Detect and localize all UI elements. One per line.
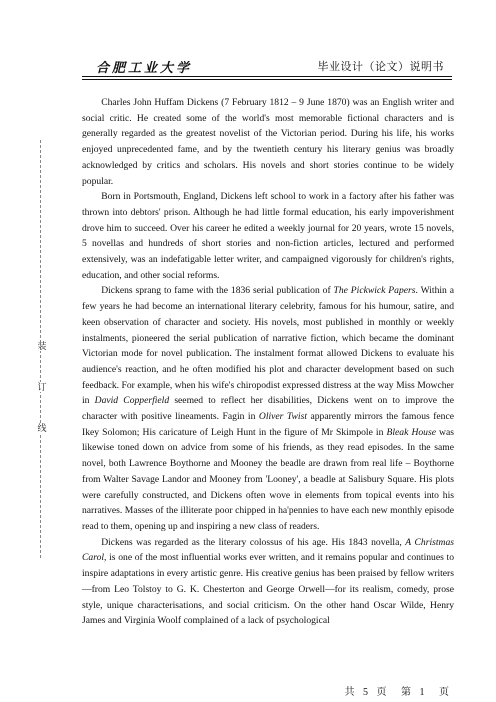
text-run: Charles John Huffam Dickens (7 February 1812 – 9 June 1870) was an English writer and social critic. He created some of the world's most memorable fictional characters and is generally regarded as the greatest novelist of the Victorian period. During his life, his works enjoyed unprecedented fame, and by the twentieth century his literary genius was broadly acknowledged by critics and scholars. His novels and short stories continue to be widely popular.: [82, 97, 454, 187]
italic-title: The Pickwick Papers: [333, 285, 416, 297]
text-run: Born in Portsmouth, England, Dickens left school to work in a factory after his father was thrown into debtors' prison. Although he had little formal education, his early impoverishment drove him to succeed. Over his career he edited a weekly journal for 20 years, wrote 15 novels, 5 novellas and hundreds of short stories and non-fiction articles, lectured and performed extensively, was an indefatigable letter writer, and campaigned vigorously for children's rights, education, and other social reforms.: [82, 191, 454, 281]
text-run: , is one of the most influential works ever written, and it remains popular and continues to inspire adaptations in every artistic genre. His creative genius has been praised by fellow writers—from Leo Tolstoy to G. K. Chesterton and George Orwell—for its realism, comedy, prose style, unique characterisations, and social criticism. On the other hand Oscar Wilde, Henry James and Virginia Woolf complained of a lack of psychological: [82, 552, 454, 627]
italic-title: David Copperfield: [94, 395, 170, 407]
binding-mark-zhuang: 装: [37, 341, 47, 351]
text-run: apparently mirrors the famous fence Ikey Solomon; His caricature of Leigh Hunt in the figure of Mr Skimpole in: [82, 411, 454, 438]
binding-mark-ding: 订: [37, 382, 47, 392]
document-type-title: 毕业设计（论文）说明书: [317, 61, 444, 73]
text-run: Dickens was regarded as the literary colossus of his age. His 1843 novella,: [101, 536, 406, 548]
footer-total-prefix: 共: [344, 687, 356, 698]
footer-page-number: 1: [419, 687, 426, 698]
body-text: [82, 95, 454, 629]
university-logo: 合肥工业大学: [96, 60, 193, 75]
italic-title: Bleak House: [386, 426, 436, 438]
paragraph: [82, 189, 454, 283]
text-run: . Within a few years he had become an international literary celebrity, famous for his humour, satire, and keen observation of character and society. His novels, most published in monthly or weekly instalments, pioneered the serial publication of narrative fiction, which became the dominant Victorian mode for novel publication. The instalment format allowed Dickens to evaluate his audience's reaction, and he often modified his plot and character development based on such feedback. For example, when his wife's chiropodist expressed distress at the way Miss Mowcher in: [82, 285, 454, 407]
header-rule-top: [82, 76, 452, 77]
italic-title: Oliver Twist: [258, 411, 307, 423]
header-rule-bottom: [82, 79, 452, 80]
page-footer: [341, 683, 451, 698]
paragraph: [82, 95, 454, 189]
text-run: seemed to reflect her disabilities, Dickens went on to improve the character with positive lineaments. Fagin in: [82, 395, 454, 423]
footer-page-prefix: 第: [401, 687, 412, 698]
footer-page-suffix: 页: [439, 687, 450, 698]
footer-total-suffix: 页: [376, 687, 388, 698]
footer-total-pages: 5: [363, 687, 369, 698]
italic-title: A Christmas Carol: [82, 536, 454, 564]
text-run: Dickens sprang to fame with the 1836 serial publication of: [101, 285, 334, 297]
text-run: was likewise toned down on advice from some of his friends, as they read episodes. In the same novel, both Lawrence Boythorne and Mooney the beadle are drawn from real life – Boythorne from Walter Savage Landor and Mooney from 'Looney', a beadle at Salisbury Square. His plots were carefully constructed, and Dickens often wove in elements from topical events into his narratives. Masses of the illiterate poor chipped in ha'pennies to have each new monthly episode read to them, opening up and inspiring a new class of readers.: [82, 426, 454, 532]
binding-mark-xian: 线: [37, 423, 47, 433]
paragraph: [82, 283, 454, 534]
paragraph: [82, 535, 454, 629]
